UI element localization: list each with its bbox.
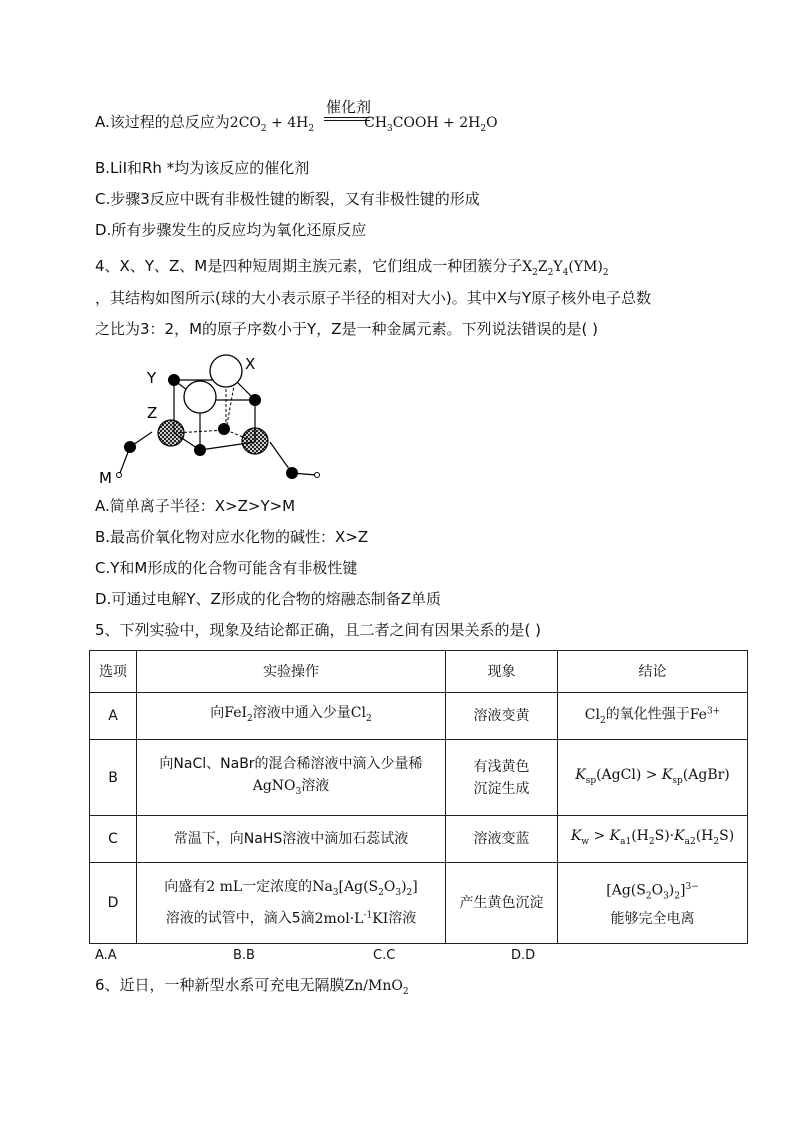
row-d-op-line2: 溶液的试管中，滴入5滴 — [165, 910, 315, 927]
q6-stem-text: 6、近日，一种新型水系可充电无隔膜 — [95, 976, 345, 994]
q4-option-d[interactable]: D.可通过电解Y、Z形成的化合物的熔融态制备Z单质 — [95, 590, 442, 608]
row-c-operation: 常温下，向NaHS溶液中滴加石蕊试液 — [137, 816, 446, 863]
header-operation: 实验操作 — [137, 651, 446, 693]
row-b-phen-line1: 有浅黄色 — [473, 758, 530, 775]
q5-answer-d[interactable]: D.D — [511, 948, 536, 963]
table-row — [90, 863, 748, 944]
q5-answer-options — [95, 944, 535, 966]
row-a-phenomenon: 溶液变黄 — [446, 693, 558, 740]
q3-option-b[interactable]: B.LiI和Rh *均为该反应的催化剂 — [95, 159, 310, 177]
q4-stem-line3: 之比为3：2，M的原子序数小于Y，Z是一种金属元素。下列说法错误的是( ) — [95, 320, 598, 338]
q5-answer-a[interactable]: A.A — [95, 948, 117, 963]
header-option: 选项 — [90, 651, 137, 693]
row-d-concl-line2: 能够完全电离 — [610, 910, 695, 927]
row-a-op-pre: 向 — [210, 705, 225, 722]
table-row — [90, 693, 748, 740]
label-x: X — [245, 355, 256, 373]
q4-stem-line1 — [95, 256, 609, 283]
row-b-op-line2: 溶液 — [301, 777, 330, 794]
q4-option-a[interactable]: A.简单离子半径：X>Z>Y>M — [95, 497, 296, 515]
row-a-option: A — [90, 693, 137, 740]
q5-experiment-table — [89, 650, 748, 944]
q3-option-a[interactable] — [95, 112, 498, 139]
q4-stem-text: 4、X、Y、Z、M是四种短周期主族元素，它们组成一种团簇分子 — [95, 257, 523, 275]
row-a-op-mid: 溶液中通入少量 — [252, 705, 351, 722]
q4-option-b[interactable]: B.最高价氧化物对应水化物的碱性：X>Z — [95, 528, 369, 546]
row-d-operation: 向盛有2 mL一定浓度的$Na_3[Ag(S_2O_3)_2]$ 溶液的试管中，滴入5滴$2mol\cdot L^{-1}KI$溶液 — [137, 863, 446, 944]
row-b-phenomenon — [446, 740, 558, 816]
header-phenomenon: 现象 — [446, 651, 558, 693]
label-z: Z — [147, 404, 158, 422]
table-row — [90, 740, 748, 816]
q3-equation-right: $CH_3COOH + 2H_2O$ — [364, 115, 498, 134]
table-header-row — [90, 651, 748, 693]
row-b-op-line1: 向NaCl、NaBr的混合稀溶液中滴入少量稀 — [159, 755, 423, 772]
q3-equation-left: $2CO_2 + 4H_2$ — [229, 115, 315, 134]
q5-answer-b[interactable]: B.B — [233, 948, 255, 963]
row-b-phen-line2: 沉淀生成 — [473, 780, 530, 797]
q4-stem-line2: ，其结构如图所示(球的大小表示原子半径的相对大小)。其中X与Y原子核外电子总数 — [95, 289, 652, 307]
row-a-conclusion: $Cl_2$的氧化性强于$Fe^{3+}$ — [558, 693, 748, 740]
q5-answer-c[interactable]: C.C — [373, 948, 396, 963]
q3-option-d[interactable]: D.所有步骤发生的反应均为氧化还原反应 — [95, 221, 367, 239]
row-b-option: B — [90, 740, 137, 816]
q5-stem: 5、下列实验中，现象及结论都正确，且二者之间有因果关系的是( ) — [95, 621, 542, 639]
row-a-concl-text: 的氧化性强于 — [605, 706, 690, 723]
q4-formula: $X_2Z_2Y_4(YM)_2$ — [522, 259, 609, 278]
q3-option-a-label: A.该过程的总反应为 — [95, 113, 230, 131]
row-d-op-mid: 一定浓度的 — [242, 879, 313, 896]
cluster-structure-diagram — [95, 345, 335, 490]
catalyst-label: 催化剂 — [326, 98, 372, 116]
row-c-phenomenon: 溶液变蓝 — [446, 816, 558, 863]
q4-option-c[interactable]: C.Y和M形成的化合物可能含有非极性键 — [95, 559, 358, 577]
row-d-option: D — [90, 863, 137, 944]
table-row — [90, 816, 748, 863]
row-c-conclusion: $K_w > K_{a1}(H_2S)\cdot K_{a2}(H_2S)$ — [558, 816, 748, 863]
row-d-op-pre: 向盛有 — [164, 879, 207, 896]
q6-stem: 6、近日，一种新型水系可充电无隔膜Zn/MnO$_2$ — [95, 976, 409, 997]
header-conclusion: 结论 — [558, 651, 748, 693]
row-d-phenomenon: 产生黄色沉淀 — [446, 863, 558, 944]
row-c-option: C — [90, 816, 137, 863]
label-y: Y — [147, 369, 157, 387]
label-m: M — [99, 469, 112, 487]
q3-option-c[interactable]: C.步骤3反应中既有非极性键的断裂，又有非极性键的形成 — [95, 190, 480, 208]
row-d-op-post: 溶液 — [388, 910, 417, 927]
row-a-operation: 向FeI$_2$溶液中通入少量$Cl_2$ — [137, 693, 446, 740]
row-b-conclusion: $K_{sp}(AgCl)$ > $K_{sp}(AgBr)$ — [558, 740, 748, 816]
row-d-conclusion: $[Ag(S_2O_3)_2]^{3-}$ 能够完全电离 — [558, 863, 748, 944]
row-b-operation: 向NaCl、NaBr的混合稀溶液中滴入少量稀 AgNO$_3$溶液 — [137, 740, 446, 816]
